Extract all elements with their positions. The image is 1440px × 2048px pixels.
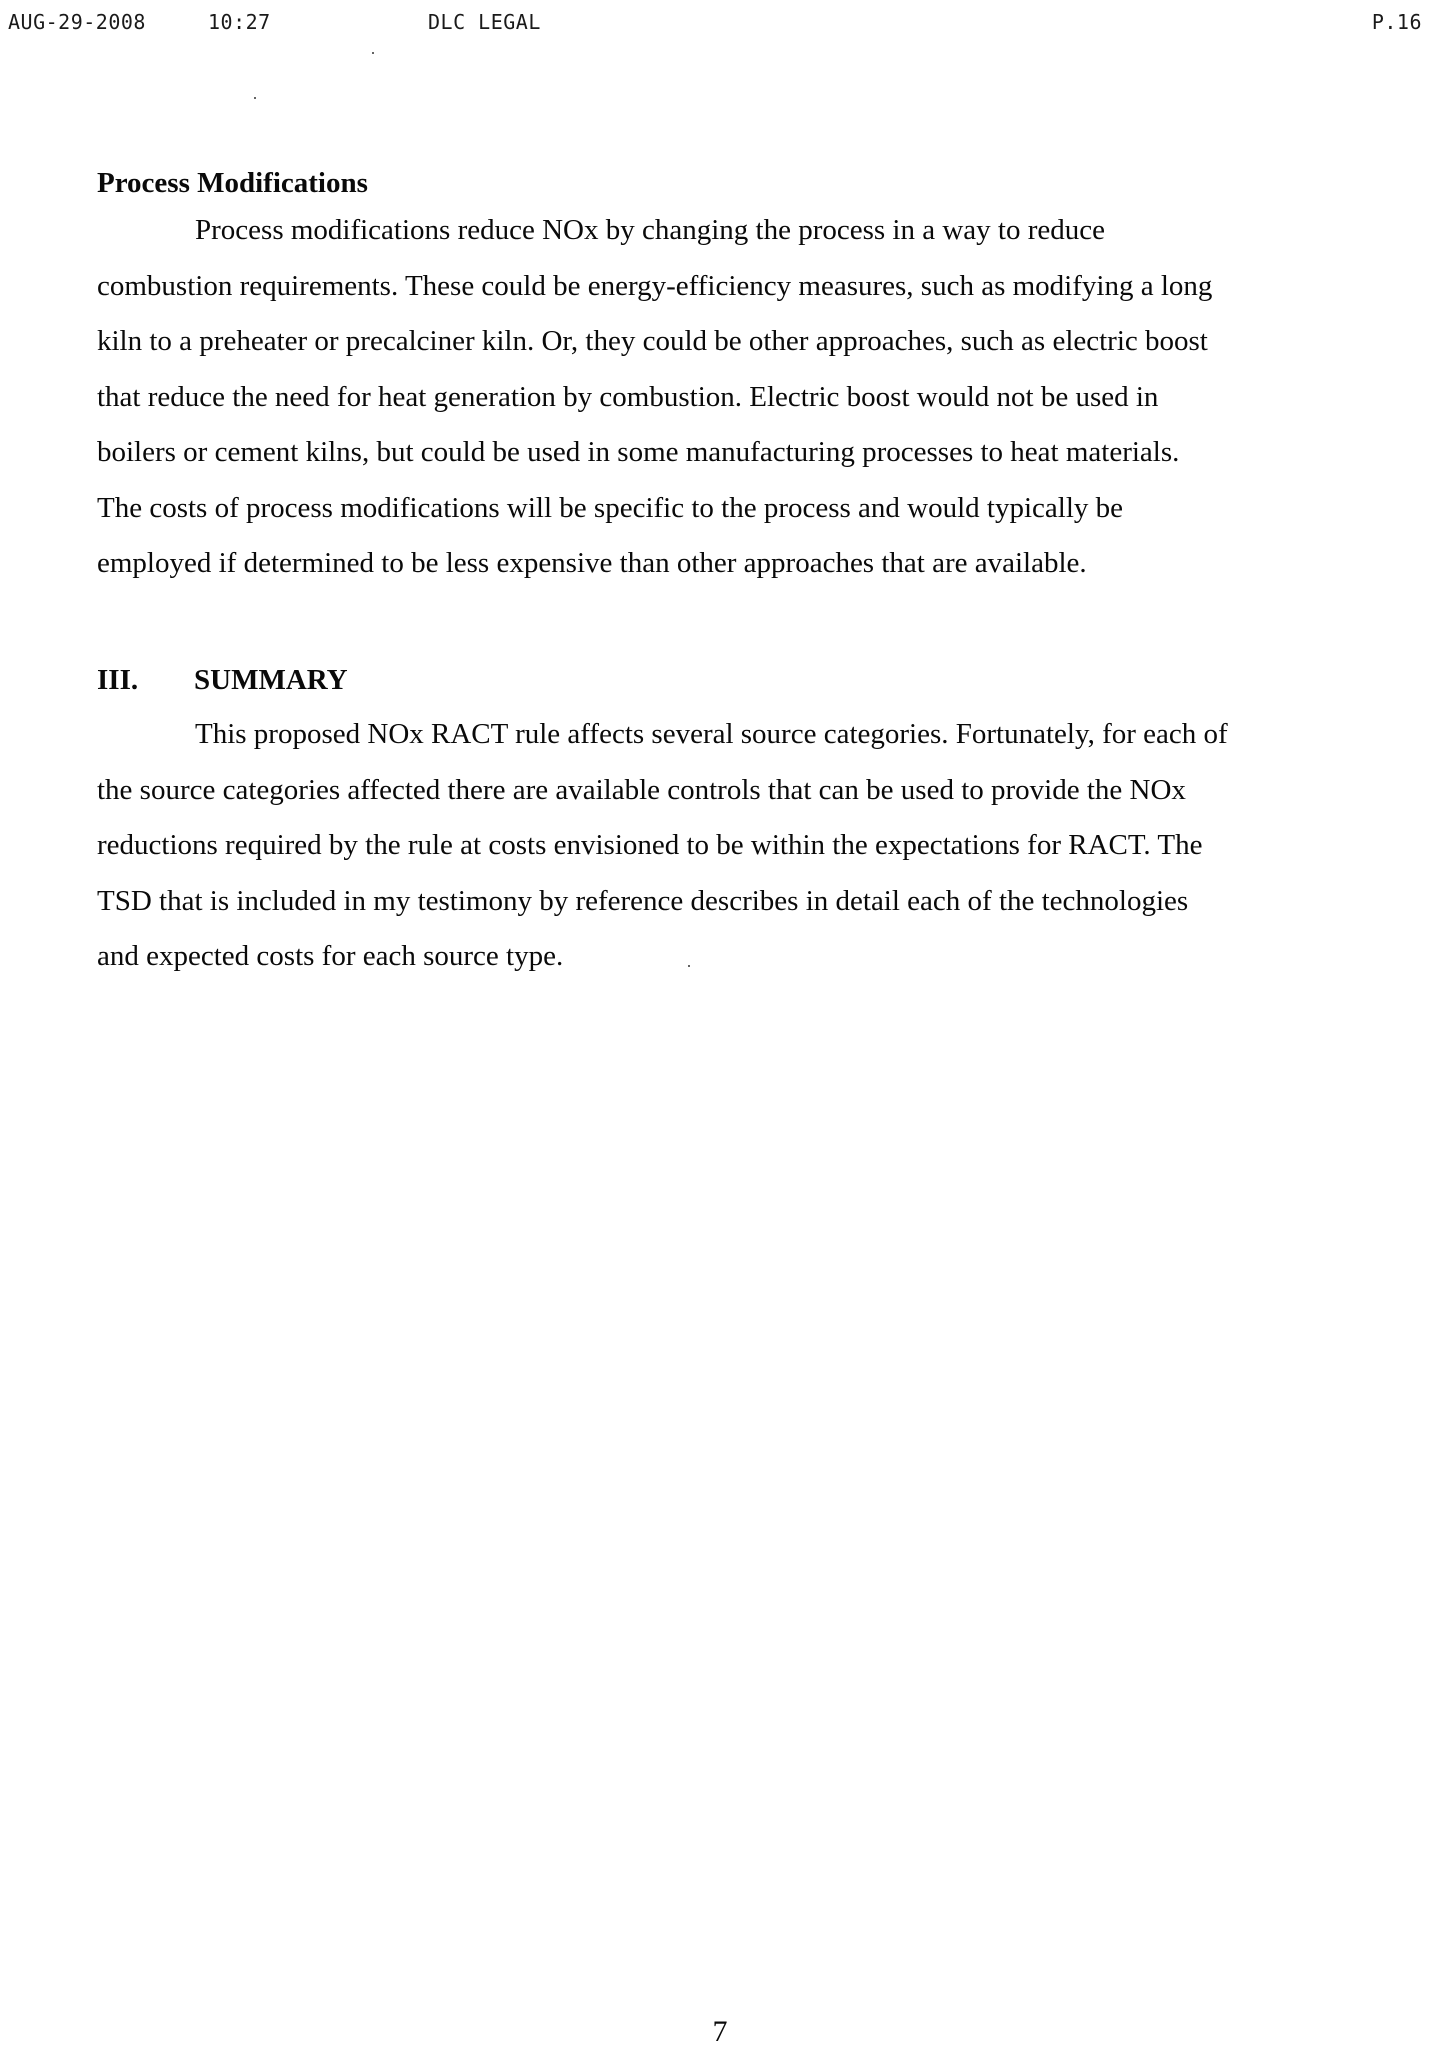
summary-section [97,707,1397,985]
paragraph-line: that reduce the need for heat generation by combustion. Electric boost would not be used in [97,380,1159,413]
fax-date: AUG-29-2008 [8,10,146,34]
paragraph-line: The costs of process modifications will be specific to the process and would typically be [97,491,1124,524]
paragraph-line: kiln to a preheater or precalciner kiln. Or, they could be other approaches, such as electric boost [97,325,1208,357]
process-modifications-section [97,163,1397,592]
paragraph-line: combustion requirements. These could be energy-efficiency measures, such as modifying a long [97,269,1213,302]
fax-page-number: P.16 [1371,10,1422,34]
fax-header [0,10,1440,40]
section-title: SUMMARY [194,664,348,696]
paragraph-line: Process modifications reduce NOx by changing the process in a way to reduce [195,214,1106,246]
paragraph-line: This proposed NOx RACT rule affects several source categories. Fortunately, for each of [195,718,1228,750]
scan-speck [254,97,256,99]
page-number: 7 [712,2015,728,2048]
paragraph-line: TSD that is included in my testimony by reference describes in detail each of the technologies [97,884,1189,917]
summary-paragraph [97,707,1397,985]
scan-speck [372,52,374,54]
paragraph-line: and expected costs for each source type. [97,940,564,972]
paragraph-line: boilers or cement kilns, but could be used in some manufacturing processes to heat materials. [97,436,1180,468]
paragraph-line: reductions required by the rule at costs envisioned to be within the expectations for RACT. The [97,829,1203,861]
process-modifications-paragraph [97,203,1397,592]
paragraph-line: the source categories affected there are available controls that can be used to provide the NOx [97,773,1186,806]
section-number: III. [97,664,139,696]
paragraph-line: employed if determined to be less expensive than other approaches that are available. [97,547,1087,579]
fax-time: 10:27 [208,10,271,34]
process-modifications-heading: Process Modifications [97,167,368,199]
summary-heading [97,660,348,700]
fax-sender: DLC LEGAL [428,10,541,34]
